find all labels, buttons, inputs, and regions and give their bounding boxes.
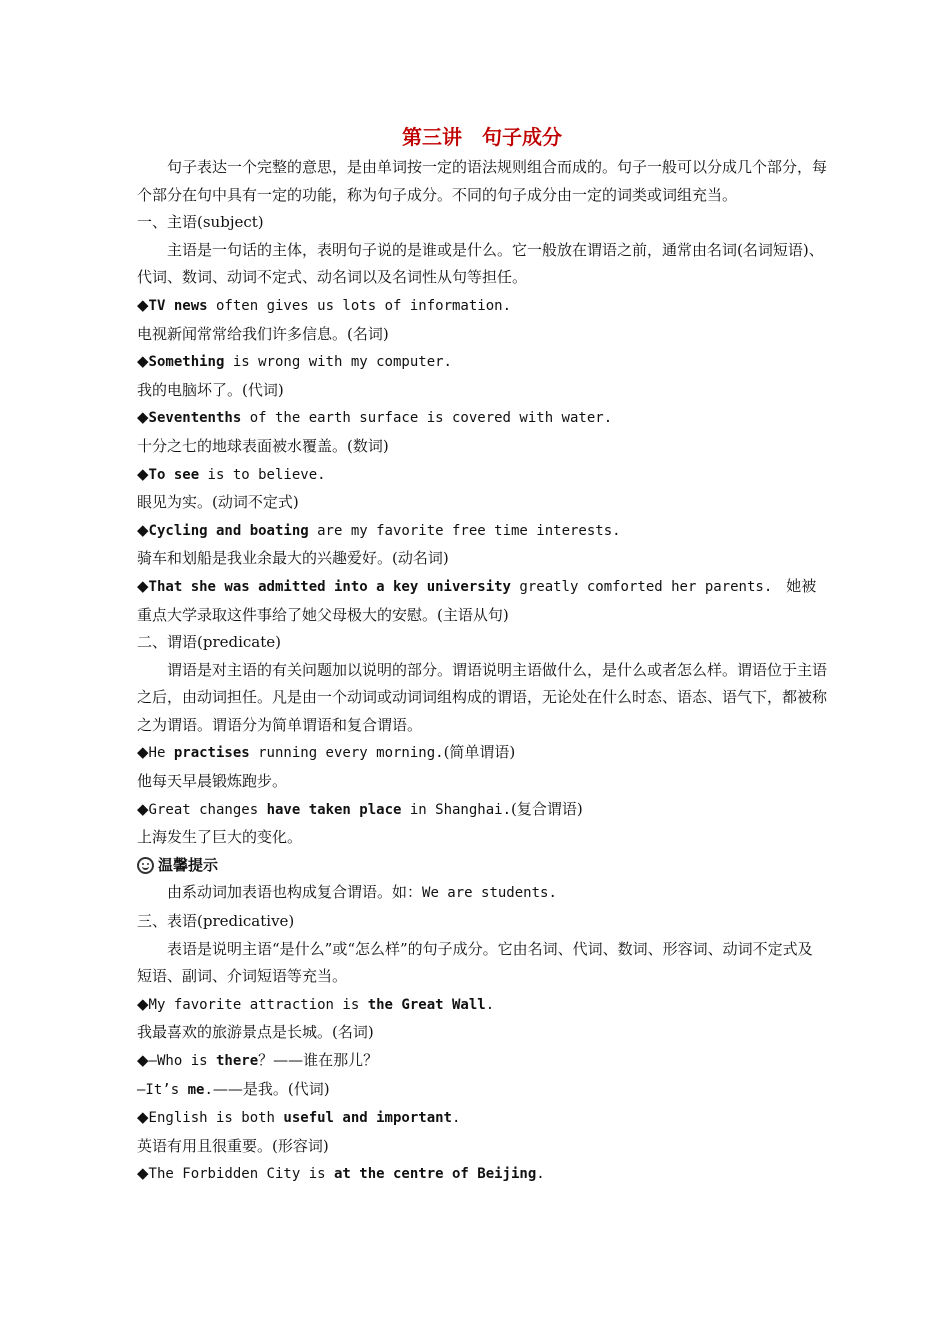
example-translation: 我的电脑坏了。(代词) <box>137 380 284 399</box>
example-pre: —It’s <box>137 1081 188 1098</box>
example-rest: in Shanghai. <box>401 801 511 818</box>
example-sentence <box>137 517 827 546</box>
page-title: 第三讲 句子成分 <box>402 125 562 149</box>
diamond-bullet-icon: ◆ <box>137 352 149 371</box>
example-translation: 他每天早晨锻炼跑步。 <box>137 772 288 791</box>
example-rest: . <box>451 1110 461 1127</box>
example-pre: —Who is <box>148 1053 216 1069</box>
intro-paragraph: 句子表达一个完整的意思，是由单词按一定的语法规则组合而成的。句子一般可以分成几个部分，每个部分在句中具有一定的功能，称为句子成分。不同的句子成分由一定的词类或词组充当。 <box>137 158 828 204</box>
tip-header <box>137 852 827 880</box>
example-sentence <box>137 1047 827 1076</box>
example-translation: 电视新闻常常给我们许多信息。(名词) <box>137 324 389 343</box>
example-sentence <box>137 739 827 768</box>
example-pre: Great changes <box>148 801 267 818</box>
example-tag: (复合谓语) <box>511 799 583 818</box>
example-bold: Something <box>148 354 225 371</box>
example-pre: He <box>148 745 174 762</box>
example-translation: 眼见为实。(动词不定式) <box>137 493 299 512</box>
example-sentence <box>137 1160 827 1189</box>
diamond-bullet-icon: ◆ <box>137 1108 149 1127</box>
diamond-bullet-icon: ◆ <box>137 1164 149 1183</box>
example-rest: greatly comforted her parents. <box>510 578 787 595</box>
example-pre: The Forbidden City is <box>148 1166 334 1183</box>
diamond-bullet-icon: ◆ <box>137 520 149 539</box>
tip-label: 温馨提示 <box>158 855 219 874</box>
example-sentence <box>137 796 827 825</box>
tip-paragraph <box>137 879 827 908</box>
example-translation: 英语有用且很重要。(形容词) <box>137 1136 329 1155</box>
example-rest: ？ <box>258 1051 274 1069</box>
example-bold: practises <box>173 745 250 762</box>
section-heading-subject: 一、主语(subject) <box>137 213 264 232</box>
example-rest: often gives us lots of information. <box>207 297 511 314</box>
diamond-bullet-icon: ◆ <box>137 994 149 1013</box>
example-bold: TV news <box>148 297 208 314</box>
section-heading-predicative: 三、表语(predicative) <box>137 912 295 931</box>
example-rest: . <box>536 1166 545 1183</box>
example-bold: the Great Wall <box>367 996 486 1013</box>
example-translation: 她被重点大学录取这件事给了她父母极大的安慰。(主语从句) <box>137 576 817 624</box>
example-tag: (简单谓语) <box>443 743 516 762</box>
example-translation: 十分之七的地球表面被水覆盖。(数词) <box>137 436 389 455</box>
diamond-bullet-icon: ◆ <box>137 295 149 314</box>
diamond-bullet-icon: ◆ <box>137 743 149 762</box>
smiley-icon <box>137 857 154 874</box>
diamond-bullet-icon: ◆ <box>137 799 149 818</box>
diamond-bullet-icon: ◆ <box>137 408 149 427</box>
example-translation: 上海发生了巨大的变化。 <box>137 828 303 847</box>
example-rest: . <box>204 1081 213 1098</box>
example-translation: 我最喜欢的旅游景点是长城。(名词) <box>137 1023 374 1042</box>
example-bold: To see <box>148 466 200 483</box>
example-translation: 骑车和划船是我业余最大的兴趣爱好。(动名词) <box>137 549 449 568</box>
example-rest: is wrong with my computer. <box>224 354 452 371</box>
example-pre: English is both <box>148 1110 284 1127</box>
document-page <box>137 122 827 1189</box>
example-bold: have taken place <box>266 801 402 818</box>
example-rest: are my favorite free time interests. <box>308 522 621 539</box>
tip-text: 由系动词加表语也构成复合谓语。如： <box>167 883 423 902</box>
subject-description: 主语是一句话的主体，表明句子说的是谁或是什么。它一般放在谓语之前，通常由名词(名词短语)、代词、数词、动词不定式、动名词以及名词性从句等担任。 <box>137 240 824 287</box>
example-rest: . <box>485 996 495 1013</box>
predicate-description: 谓语是对主语的有关问题加以说明的部分。谓语说明主语做什么，是什么或者怎么样。谓语位于主语之后，由动词担任。凡是由一个动词或动词词组构成的谓语，无论处在什么时态、语态、语气下，都被称之为谓语。谓语分为简单谓语和复合谓语。 <box>137 660 828 734</box>
example-bold: Seventenths <box>148 410 242 427</box>
example-bold: me <box>187 1081 205 1098</box>
example-sentence <box>137 348 827 377</box>
example-translation-inline: ——谁在那儿？ <box>273 1051 379 1069</box>
example-sentence <box>137 292 827 321</box>
example-sentence <box>137 1076 827 1105</box>
example-bold: useful and important <box>283 1110 452 1127</box>
predicative-description: 表语是说明主语“是什么”或“怎么样”的句子成分。它由名词、代词、数词、形容词、动词不定式及短语、副词、介词短语等充当。 <box>137 939 813 986</box>
diamond-bullet-icon: ◆ <box>137 464 149 483</box>
example-rest: of the earth surface is covered with water. <box>241 410 613 427</box>
example-pre: My favorite attraction is <box>148 996 368 1013</box>
example-sentence <box>137 404 827 433</box>
example-sentence <box>137 573 827 629</box>
example-bold: there <box>215 1053 259 1069</box>
example-bold: That she was admitted into a key university <box>148 578 511 595</box>
example-bold: Cycling and boating <box>148 522 309 539</box>
diamond-bullet-icon: ◆ <box>137 576 149 595</box>
example-sentence <box>137 991 827 1020</box>
example-rest: is to believe. <box>199 466 326 483</box>
example-bold: at the centre of Beijing <box>333 1166 537 1183</box>
example-sentence <box>137 1104 827 1133</box>
diamond-bullet-icon: ◆ <box>137 1051 149 1069</box>
example-sentence <box>137 461 827 490</box>
tip-example: We are students. <box>422 885 557 902</box>
example-rest: running every morning. <box>249 745 444 762</box>
section-heading-predicate: 二、谓语(predicate) <box>137 633 282 652</box>
example-translation: ——是我。(代词) <box>212 1079 330 1098</box>
